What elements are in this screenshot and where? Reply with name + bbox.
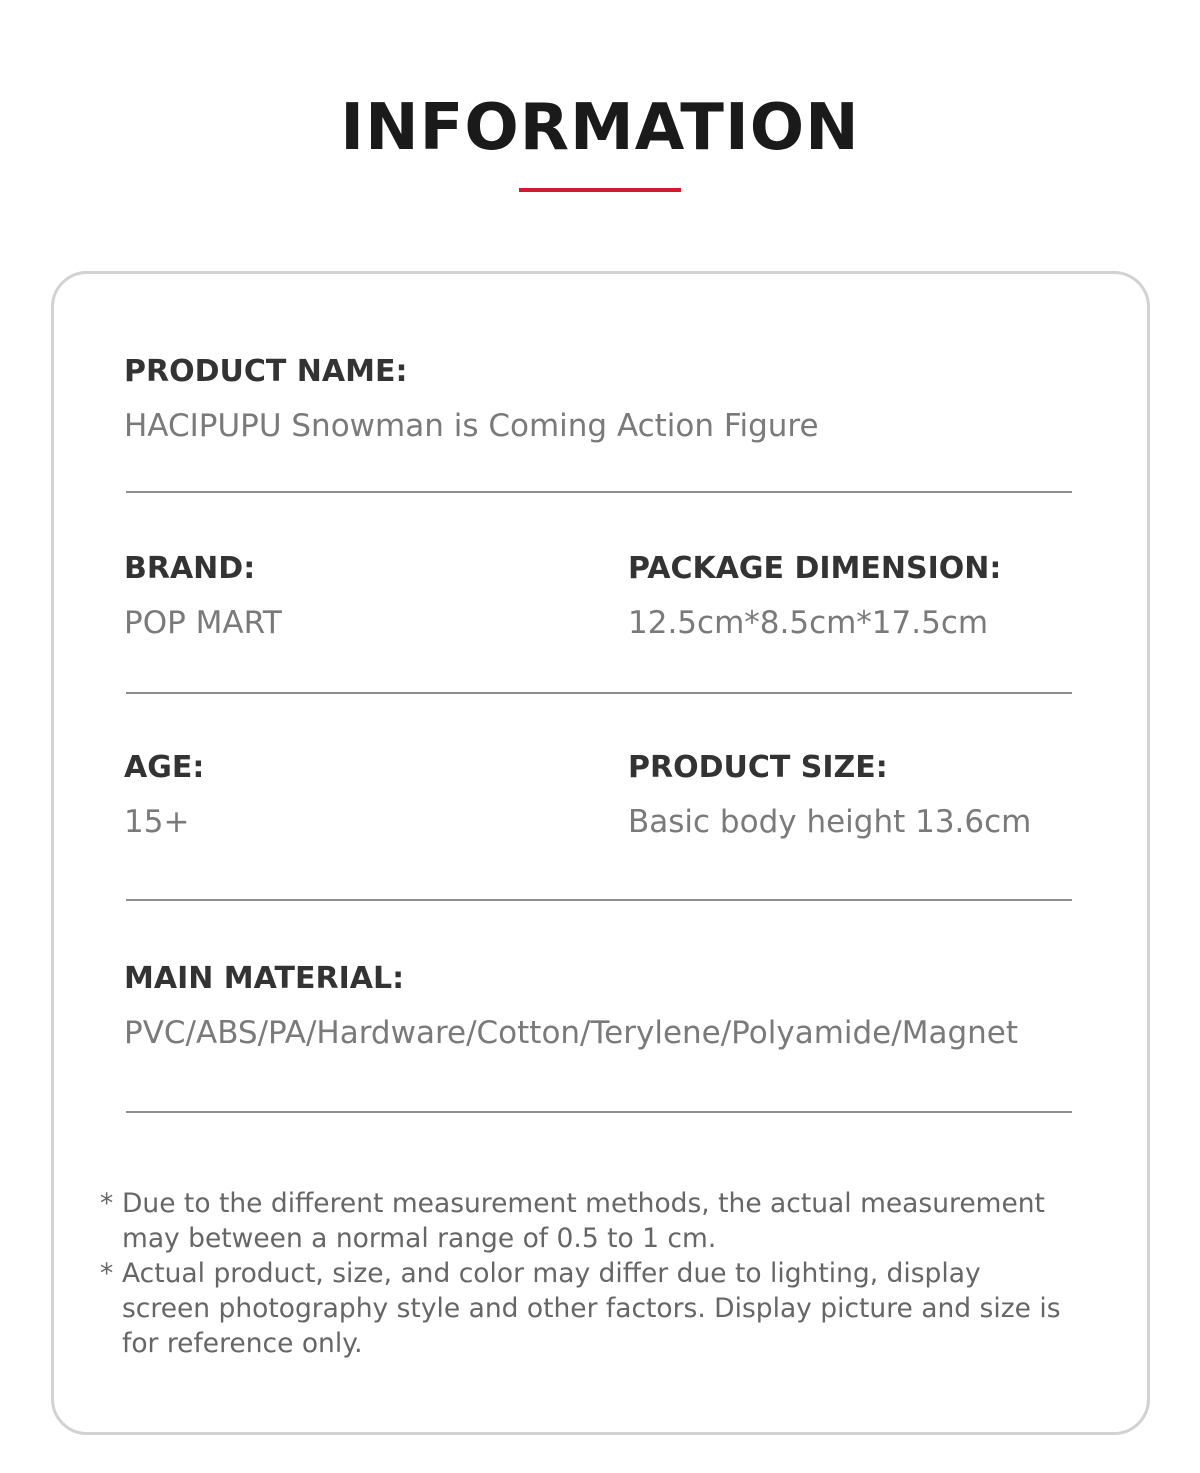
title-underline [519,188,681,192]
product-name-label: PRODUCT NAME: [124,354,408,389]
note-item [100,1256,1080,1361]
field-product-name [124,354,819,444]
product-name-value: HACIPUPU Snowman is Coming Action Figure [124,408,819,444]
note-asterisk: * [100,1188,114,1219]
brand-value: POP MART [124,605,282,641]
brand-label: BRAND: [124,551,256,586]
divider [126,692,1072,694]
package-dimension-label: PACKAGE DIMENSION: [628,551,1002,586]
note-line: screen photography style and other factors. Display picture and size is [122,1293,1061,1324]
divider [126,1111,1072,1113]
note-asterisk: * [100,1258,114,1289]
page-title: INFORMATION [340,91,860,165]
main-material-label: MAIN MATERIAL: [124,961,405,996]
divider [126,491,1072,493]
field-package-dimension [628,551,1001,641]
field-main-material [124,961,1018,1051]
field-product-size [628,750,1031,840]
age-value: 15+ [124,804,190,840]
field-age [124,750,204,840]
disclaimer-notes [100,1186,1080,1361]
note-item [100,1186,1080,1256]
product-size-label: PRODUCT SIZE: [628,750,888,785]
note-line: may between a normal range of 0.5 to 1 cm. [122,1223,717,1254]
field-brand [124,551,282,641]
package-dimension-value: 12.5cm*8.5cm*17.5cm [628,605,989,641]
note-line: Actual product, size, and color may differ due to lighting, display [122,1258,981,1289]
divider [126,899,1072,901]
note-line: Due to the different measurement methods, the actual measurement [122,1188,1045,1219]
note-line: for reference only. [122,1328,363,1359]
product-size-value: Basic body height 13.6cm [628,804,1032,840]
age-label: AGE: [124,750,205,785]
main-material-value: PVC/ABS/PA/Hardware/Cotton/Terylene/Polyamide/Magnet [124,1015,1018,1051]
